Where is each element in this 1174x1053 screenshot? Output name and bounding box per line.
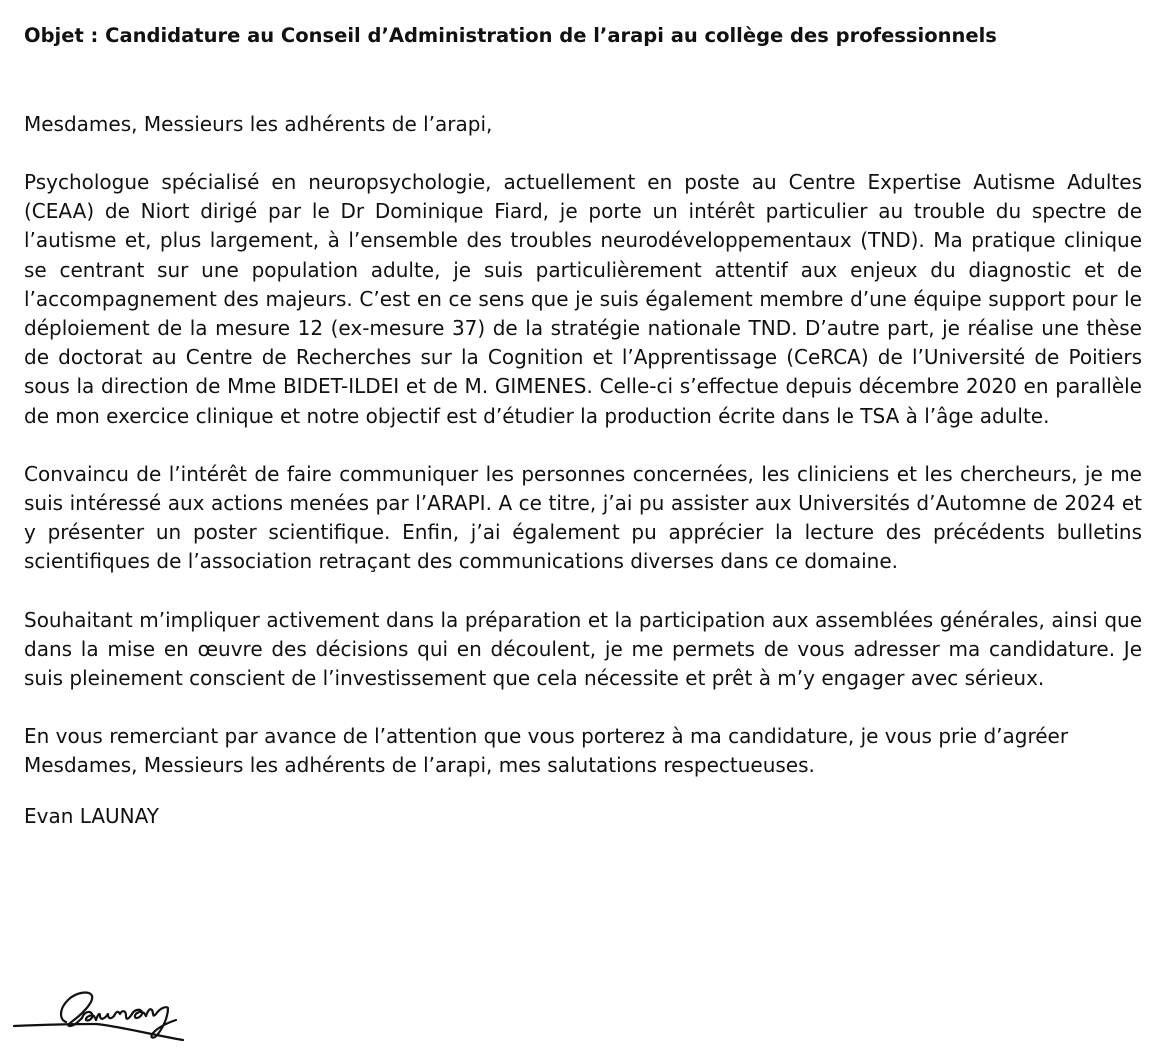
- letter-subject: Objet : Candidature au Conseil d’Administration de l’arapi au collège des professionnels: [24, 24, 997, 47]
- letter-salutation: Mesdames, Messieurs les adhérents de l’arapi,: [24, 112, 493, 136]
- letter-closing: En vous remerciant par avance de l’attention que vous porterez à ma candidature, je vous prie d’agréer Mesdames, Messieurs les adhérents de l’arapi, mes salutations respectueuses.: [24, 724, 1069, 778]
- handwritten-signature: [8, 982, 193, 1048]
- letter-paragraph-1: Psychologue spécialisé en neuropsychologie, actuellement en poste au Centre Expertise Autisme Adultes (CEAA) de Niort dirigé par le Dr Dominique Fiard, je porte un intérêt particulier au trouble du spectre de l’autisme et, plus largement, à l’ensemble des troubles neurodéveloppementaux (TND). Ma pratique clinique se centrant sur une population adulte, je suis particulièrement attentif aux enjeux du diagnostic et de l’accompagnement des majeurs. C’est en ce sens que je suis également membre d’une équipe support pour le déploiement de la mesure 12 (ex-mesure 37) de la stratégie nationale TND. D’autre part, je réalise une thèse de doctorat au Centre de Recherches sur la Cognition et l’Apprentissage (CeRCA) de l’Université de Poitiers sous la direction de Mme BIDET-ILDEI et de M. GIMENES. Celle-ci s’effectue depuis décembre 2020 en parallèle de mon exercice clinique et notre objectif est d’étudier la production écrite dans le TSA à l’âge adulte.: [24, 170, 1142, 428]
- letter-paragraph-2: Convaincu de l’intérêt de faire communiquer les personnes concernées, les cliniciens et les chercheurs, je me suis intéressé aux actions menées par l’ARAPI. A ce titre, j’ai pu assister aux Universités d’Automne de 2024 et y présenter un poster scientifique. Enfin, j’ai également pu apprécier la lecture des précédents bulletins scientifiques de l’association retraçant des communications diverses dans ce domaine.: [24, 461, 1142, 574]
- letter-signer-name: Evan LAUNAY: [24, 803, 159, 828]
- letter-paragraph-3: Souhaitant m’impliquer activement dans la préparation et la participation aux assemblées générales, ainsi que dans la mise en œuvre des décisions qui en découlent, je me permets de vous adresser ma candidature. Je suis pleinement conscient de l’investissement que cela nécessite et prêt à m’y engager avec sérieux.: [24, 607, 1142, 691]
- letter: [24, 22, 1142, 831]
